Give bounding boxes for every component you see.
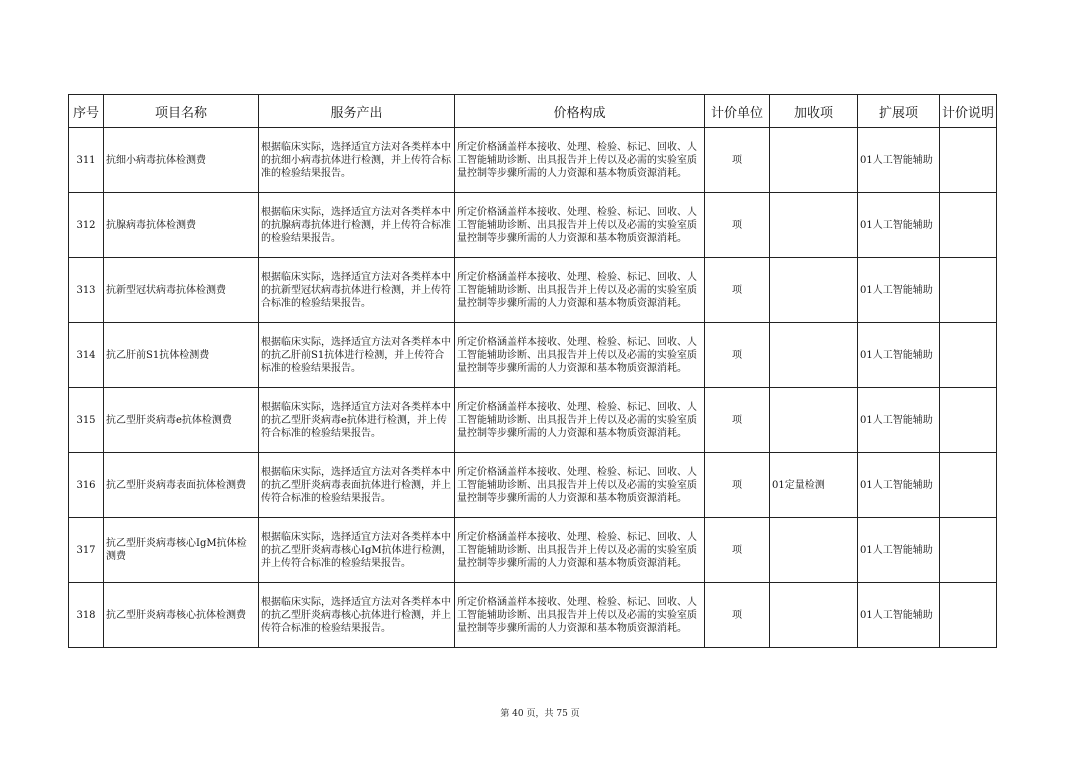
cell-output: 根据临床实际，选择适宜方法对各类样本中的抗乙肝前S1抗体进行检测，并上传符合标准的检验结果报告。 [259, 323, 455, 388]
cell-seq: 315 [69, 388, 104, 453]
cell-surcharge [770, 258, 858, 323]
cell-name: 抗腺病毒抗体检测费 [104, 193, 259, 258]
table-row [69, 323, 997, 388]
header-unit: 计价单位 [705, 95, 770, 128]
cell-unit: 项 [705, 453, 770, 518]
cell-price: 所定价格涵盖样本接收、处理、检验、标记、回收、人工智能辅助诊断、出具报告并上传以及必需的实验室质量控制等步骤所需的人力资源和基本物质资源消耗。 [455, 583, 705, 648]
cell-price: 所定价格涵盖样本接收、处理、检验、标记、回收、人工智能辅助诊断、出具报告并上传以及必需的实验室质量控制等步骤所需的人力资源和基本物质资源消耗。 [455, 128, 705, 193]
cell-unit: 项 [705, 518, 770, 583]
cell-output: 根据临床实际，选择适宜方法对各类样本中的抗乙型肝炎病毒核心IgM抗体进行检测，并上传符合标准的检验结果报告。 [259, 518, 455, 583]
header-name: 项目名称 [104, 95, 259, 128]
cell-output: 根据临床实际，选择适宜方法对各类样本中的抗乙型肝炎病毒表面抗体进行检测，并上传符合标准的检验结果报告。 [259, 453, 455, 518]
cell-price: 所定价格涵盖样本接收、处理、检验、标记、回收、人工智能辅助诊断、出具报告并上传以及必需的实验室质量控制等步骤所需的人力资源和基本物质资源消耗。 [455, 323, 705, 388]
cell-unit: 项 [705, 193, 770, 258]
table-header [69, 95, 997, 128]
table-row [69, 518, 997, 583]
table-row [69, 453, 997, 518]
table-row [69, 258, 997, 323]
cell-output: 根据临床实际，选择适宜方法对各类样本中的抗新型冠状病毒抗体进行检测，并上传符合标准的检验结果报告。 [259, 258, 455, 323]
cell-surcharge [770, 388, 858, 453]
table-body [69, 128, 997, 648]
cell-output: 根据临床实际，选择适宜方法对各类样本中的抗细小病毒抗体进行检测，并上传符合标准的检验结果报告。 [259, 128, 455, 193]
cell-name: 抗乙型肝炎病毒核心IgM抗体检测费 [104, 518, 259, 583]
cell-note [940, 388, 997, 453]
cell-price: 所定价格涵盖样本接收、处理、检验、标记、回收、人工智能辅助诊断、出具报告并上传以及必需的实验室质量控制等步骤所需的人力资源和基本物质资源消耗。 [455, 193, 705, 258]
table-row [69, 583, 997, 648]
cell-surcharge [770, 583, 858, 648]
cell-extension: 01人工智能辅助 [858, 388, 940, 453]
cell-seq: 311 [69, 128, 104, 193]
cell-name: 抗乙型肝炎病毒e抗体检测费 [104, 388, 259, 453]
cell-note [940, 518, 997, 583]
cell-name: 抗乙肝前S1抗体检测费 [104, 323, 259, 388]
cell-price: 所定价格涵盖样本接收、处理、检验、标记、回收、人工智能辅助诊断、出具报告并上传以及必需的实验室质量控制等步骤所需的人力资源和基本物质资源消耗。 [455, 388, 705, 453]
cell-extension: 01人工智能辅助 [858, 323, 940, 388]
cell-output: 根据临床实际，选择适宜方法对各类样本中的抗乙型肝炎病毒e抗体进行检测，并上传符合标准的检验结果报告。 [259, 388, 455, 453]
table-row [69, 193, 997, 258]
cell-note [940, 453, 997, 518]
cell-extension: 01人工智能辅助 [858, 193, 940, 258]
cell-note [940, 583, 997, 648]
cell-unit: 项 [705, 388, 770, 453]
cell-unit: 项 [705, 323, 770, 388]
cell-note [940, 323, 997, 388]
cell-surcharge [770, 128, 858, 193]
cell-unit: 项 [705, 128, 770, 193]
header-price: 价格构成 [455, 95, 705, 128]
cell-extension: 01人工智能辅助 [858, 583, 940, 648]
cell-extension: 01人工智能辅助 [858, 453, 940, 518]
cell-price: 所定价格涵盖样本接收、处理、检验、标记、回收、人工智能辅助诊断、出具报告并上传以及必需的实验室质量控制等步骤所需的人力资源和基本物质资源消耗。 [455, 453, 705, 518]
cell-surcharge: 01定量检测 [770, 453, 858, 518]
cell-extension: 01人工智能辅助 [858, 258, 940, 323]
cell-surcharge [770, 323, 858, 388]
cell-extension: 01人工智能辅助 [858, 128, 940, 193]
cell-seq: 317 [69, 518, 104, 583]
cell-name: 抗乙型肝炎病毒表面抗体检测费 [104, 453, 259, 518]
cell-output: 根据临床实际，选择适宜方法对各类样本中的抗腺病毒抗体进行检测，并上传符合标准的检验结果报告。 [259, 193, 455, 258]
price-table [68, 94, 997, 648]
cell-surcharge [770, 518, 858, 583]
header-output: 服务产出 [259, 95, 455, 128]
cell-price: 所定价格涵盖样本接收、处理、检验、标记、回收、人工智能辅助诊断、出具报告并上传以及必需的实验室质量控制等步骤所需的人力资源和基本物质资源消耗。 [455, 518, 705, 583]
cell-note [940, 128, 997, 193]
header-extension: 扩展项 [858, 95, 940, 128]
cell-unit: 项 [705, 258, 770, 323]
cell-note [940, 258, 997, 323]
cell-price: 所定价格涵盖样本接收、处理、检验、标记、回收、人工智能辅助诊断、出具报告并上传以及必需的实验室质量控制等步骤所需的人力资源和基本物质资源消耗。 [455, 258, 705, 323]
table-row [69, 128, 997, 193]
table-row [69, 388, 997, 453]
cell-seq: 316 [69, 453, 104, 518]
header-surcharge: 加收项 [770, 95, 858, 128]
cell-name: 抗细小病毒抗体检测费 [104, 128, 259, 193]
page-number: 第 40 页，共 75 页 [500, 709, 580, 719]
cell-name: 抗乙型肝炎病毒核心抗体检测费 [104, 583, 259, 648]
cell-seq: 318 [69, 583, 104, 648]
header-note: 计价说明 [940, 95, 997, 128]
header-row [69, 95, 997, 128]
cell-output: 根据临床实际，选择适宜方法对各类样本中的抗乙型肝炎病毒核心抗体进行检测，并上传符合标准的检验结果报告。 [259, 583, 455, 648]
cell-seq: 314 [69, 323, 104, 388]
cell-unit: 项 [705, 583, 770, 648]
cell-surcharge [770, 193, 858, 258]
cell-name: 抗新型冠状病毒抗体检测费 [104, 258, 259, 323]
header-seq: 序号 [69, 95, 104, 128]
cell-seq: 312 [69, 193, 104, 258]
cell-extension: 01人工智能辅助 [858, 518, 940, 583]
cell-seq: 313 [69, 258, 104, 323]
cell-note [940, 193, 997, 258]
